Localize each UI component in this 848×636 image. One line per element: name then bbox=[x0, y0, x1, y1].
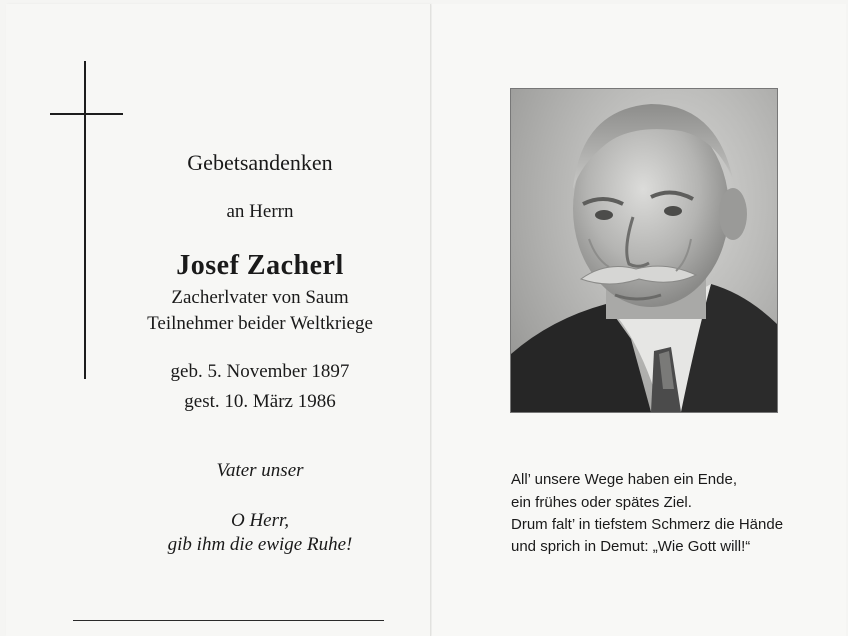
portrait-illustration bbox=[511, 89, 777, 412]
portrait-photo bbox=[510, 88, 778, 413]
poem-line-3: Drum falt’ in tiefstem Schmerz die Hände bbox=[511, 516, 784, 533]
plea-line-2: gib ihm die ewige Ruhe! bbox=[167, 534, 353, 555]
deceased-name: Josef Zacherl bbox=[176, 250, 344, 281]
title-line-1: Zacherlvater von Saum bbox=[171, 287, 349, 308]
poem-line-2: ein frühes oder spätes Ziel. bbox=[511, 494, 692, 511]
printer-imprint bbox=[90, 628, 430, 636]
death-date: gest. 10. März 1986 bbox=[184, 391, 336, 412]
cross-vertical-bar bbox=[84, 61, 86, 379]
title-line-2: Teilnehmer beider Weltkriege bbox=[147, 313, 373, 334]
poem-line-1: All’ unsere Wege haben ein Ende, bbox=[511, 471, 737, 488]
cross-horizontal-bar bbox=[50, 113, 123, 115]
footer-divider bbox=[73, 620, 384, 621]
salutation: an Herrn bbox=[226, 201, 294, 222]
prayer-title: Vater unser bbox=[216, 460, 304, 481]
poem-line-4: und sprich in Demut: „Wie Gott will!“ bbox=[511, 538, 751, 555]
birth-date: geb. 5. November 1897 bbox=[170, 361, 350, 382]
card-heading: Gebetsandenken bbox=[187, 150, 333, 175]
plea-line-1: O Herr, bbox=[230, 510, 290, 531]
